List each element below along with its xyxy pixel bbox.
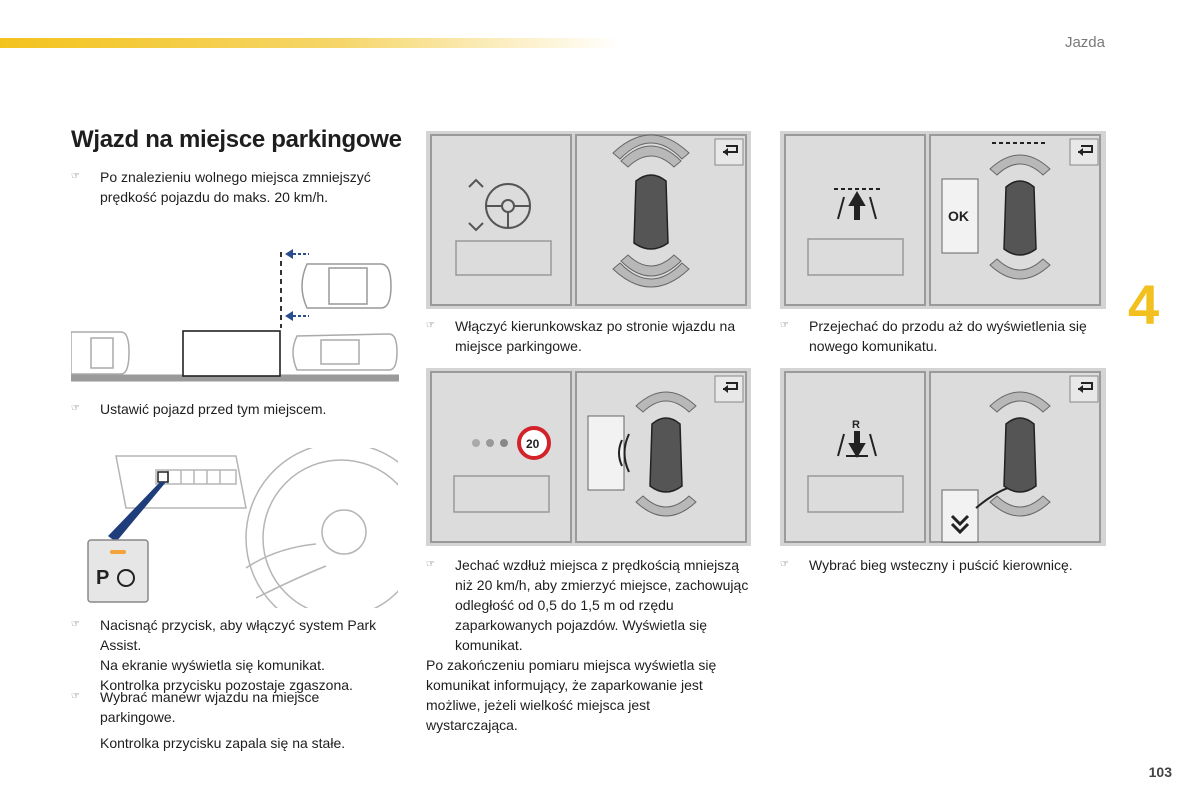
- section-name: Jazda: [1064, 34, 1105, 51]
- parked-car-left: [71, 332, 129, 374]
- hand-pointer-icon: ☞: [71, 691, 80, 702]
- hand-pointer-icon: ☞: [780, 320, 789, 331]
- page-title: Wjazd na miejsce parkingowe: [71, 126, 402, 153]
- free-parking-space: [183, 331, 280, 376]
- hand-pointer-icon: ☞: [71, 619, 80, 630]
- measurement-result-note: Po zakończeniu pomiaru miejsca wyświetla się komunikat informujący, że zaparkowanie jest możliwe, jeżeli wielkość miejsca jest wystarczająca.: [426, 657, 717, 733]
- step-select-maneuver-text: Wybrać manewr wjazdu na miejsce parkingowe.: [100, 689, 320, 725]
- screen-measure-space: [426, 368, 751, 546]
- step-reduce-speed: ☞ Po znalezieniu wolnego miejsca zmniejszyć prędkość pojazdu do maks. 20 km/h.: [71, 169, 371, 205]
- svg-text:P: P: [96, 567, 110, 589]
- step-select-maneuver: [71, 687, 391, 753]
- hand-pointer-icon: ☞: [780, 559, 789, 570]
- dashboard-button-illustration: [86, 448, 398, 608]
- svg-text:OK: OK: [948, 208, 969, 224]
- step-press-button: [71, 615, 391, 695]
- hand-pointer-icon: ☞: [71, 403, 80, 414]
- park-assist-button: [88, 540, 148, 602]
- parking-space-diagram: [71, 240, 399, 396]
- step-press-button-text: Nacisnąć przycisk, aby włączyć system Park Assist.: [100, 617, 377, 653]
- svg-text:20: 20: [526, 437, 540, 451]
- approaching-car: [302, 264, 391, 308]
- return-arrow-icon: [1070, 376, 1098, 402]
- hand-pointer-icon: ☞: [426, 559, 435, 570]
- step-position-vehicle: ☞ Ustawić pojazd przed tym miejscem.: [71, 401, 327, 417]
- parked-car-right: [293, 334, 397, 370]
- speed-limit-sign: [519, 428, 549, 458]
- hand-pointer-icon: ☞: [426, 320, 435, 331]
- step-drive-forward: ☞ Przejechać do przodu aż do wyświetlenia się nowego komunikatu.: [780, 318, 1087, 354]
- screen-reverse-gear: [780, 368, 1106, 546]
- screen-drive-forward: [780, 131, 1106, 309]
- return-arrow-icon: [715, 139, 743, 165]
- screen-indicator: [426, 131, 751, 309]
- step-light-on-text: Kontrolka przycisku zapala się na stałe.: [100, 735, 346, 751]
- return-arrow-icon: [1070, 139, 1098, 165]
- header-accent-bar: [0, 38, 620, 48]
- hand-pointer-icon: ☞: [71, 171, 80, 182]
- step-drive-along: ☞ Jechać wzdłuż miejsca z prędkością mniejszą niż 20 km/h, aby zmierzyć miejsce, zachowując odległość od 0,5 do 1,5 m od rzędu zaparkowanych pojazdów. Wyświetla się komunikat.: [426, 557, 749, 653]
- step-light-off-text: Kontrolka przycisku pozostaje zgaszona.: [100, 677, 353, 693]
- svg-text:R: R: [852, 419, 860, 431]
- chapter-number: 4: [1128, 273, 1160, 336]
- return-arrow-icon: [715, 376, 743, 402]
- page-number: 103: [1148, 764, 1172, 780]
- step-turn-signal: ☞ Włączyć kierunkowskaz po stronie wjazdu na miejsce parkingowe.: [426, 318, 736, 354]
- step-message-text: Na ekranie wyświetla się komunikat.: [100, 657, 325, 673]
- own-car-topview: [634, 175, 668, 249]
- step-reverse-gear: ☞ Wybrać bieg wsteczny i puścić kierownicę.: [780, 557, 1073, 573]
